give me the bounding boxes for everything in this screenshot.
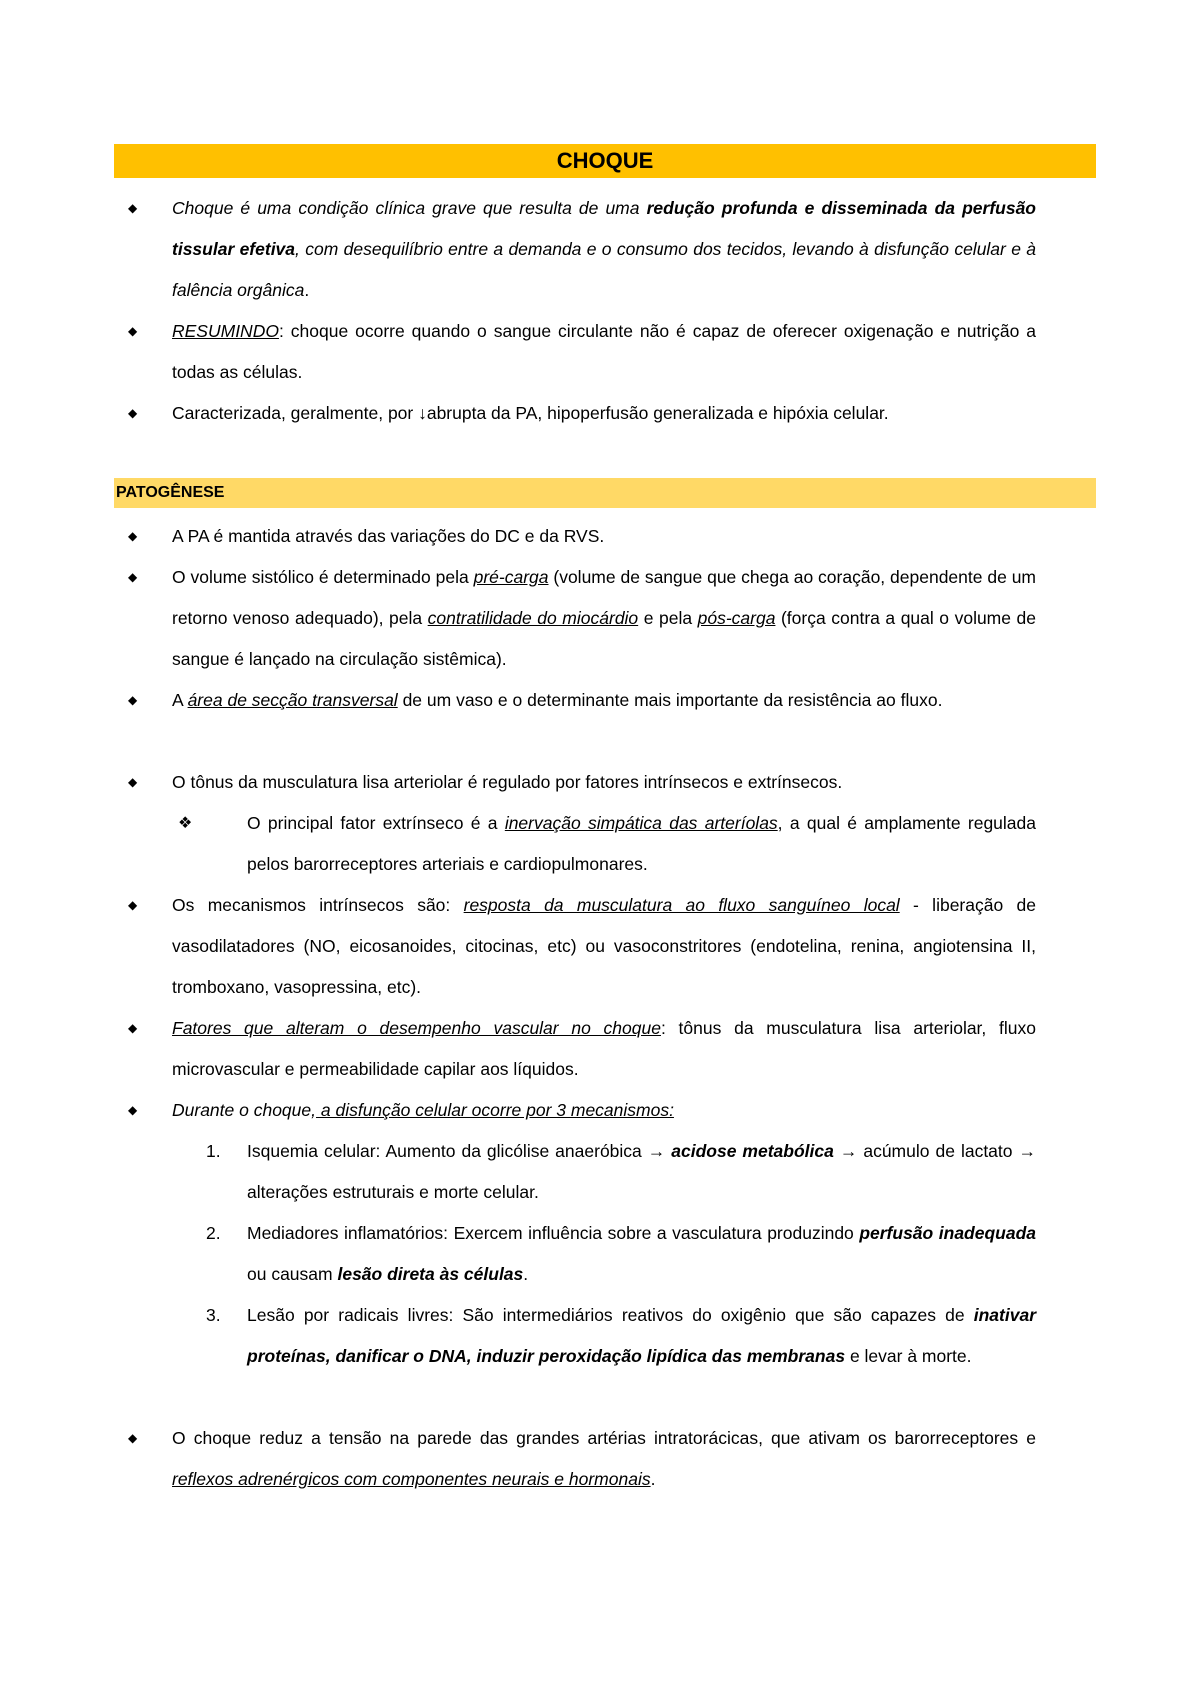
section-heading: PATOGÊNESE: [114, 478, 1096, 508]
diamond-bullet-icon: ◆: [128, 898, 138, 912]
list-item: ◆ Durante o choque, a disfunção celular ocorre por 3 mecanismos:: [136, 1090, 1036, 1131]
diamond-bullet-icon: ◆: [128, 1431, 138, 1445]
list-item: ◆ A área de secção transversal de um vaso e o determinante mais importante da resistência ao fluxo.: [136, 680, 1036, 721]
diamond-bullet-icon: ◆: [128, 529, 138, 543]
diamond-bullet-icon: ◆: [128, 1021, 138, 1035]
list-item: ◆ Os mecanismos intrínsecos são: resposta da musculatura ao fluxo sanguíneo local - liberação de vasodilatadores (NO, eicosanoides, citocinas, etc) ou vasoconstritores (endotelina, renina, angiotensina II, tromboxano, vasopressina, etc).: [136, 885, 1036, 1008]
diamond-bullet-icon: ◆: [128, 693, 138, 707]
diamond-bullet-icon: ◆: [128, 570, 138, 584]
item-number: 2.: [206, 1223, 221, 1243]
diamond-bullet-icon: ◆: [128, 406, 138, 420]
document-title: CHOQUE: [114, 144, 1096, 178]
list-item: ◆ O tônus da musculatura lisa arteriolar é regulado por fatores intrínsecos e extrínsecos.: [136, 762, 1036, 803]
list-item: ◆ Fatores que alteram o desempenho vascular no choque: tônus da musculatura lisa arteriolar, fluxo microvascular e permeabilidade capilar aos líquidos.: [136, 1008, 1036, 1090]
numbered-item: 2. Mediadores inflamatórios: Exercem influência sobre a vasculatura produzindo perfusão inadequada ou causam lesão direta às células.: [136, 1213, 1036, 1295]
numbered-item: 3. Lesão por radicais livres: São intermediários reativos do oxigênio que são capazes de inativar proteínas, danificar o DNA, induzir peroxidação lipídica das membranas e levar à morte.: [136, 1295, 1036, 1377]
list-item: ◆ O choque reduz a tensão na parede das grandes artérias intratorácicas, que ativam os barorreceptores e reflexos adrenérgicos com componentes neurais e hormonais.: [136, 1418, 1036, 1500]
diamond-bullet-icon: ◆: [128, 324, 138, 338]
sub-list-item: ❖ O principal fator extrínseco é a inervação simpática das arteríolas, a qual é amplamente regulada pelos barorreceptores arteriais e cardiopulmonares.: [136, 803, 1036, 885]
list-item: ◆ Caracterizada, geralmente, por ↓abrupta da PA, hipoperfusão generalizada e hipóxia celular.: [136, 393, 1036, 434]
item-number: 3.: [206, 1305, 221, 1325]
list-item: ◆ RESUMINDO: choque ocorre quando o sangue circulante não é capaz de oferecer oxigenação e nutrição a todas as células.: [136, 311, 1036, 393]
list-item: ◆ Choque é uma condição clínica grave que resulta de uma redução profunda e disseminada da perfusão tissular efetiva, com desequilíbrio entre a demanda e o consumo dos tecidos, levando à disfunção celular e à falência orgânica.: [136, 188, 1036, 311]
diamond-bullet-icon: ◆: [128, 1103, 138, 1117]
diamond-bullet-icon: ◆: [128, 201, 138, 215]
item-number: 1.: [206, 1141, 221, 1161]
list-item: ◆ O volume sistólico é determinado pela pré-carga (volume de sangue que chega ao coração, dependente de um retorno venoso adequado), pela contratilidade do miocárdio e pela pós-carga (força contra a qual o volume de sangue é lançado na circulação sistêmica).: [136, 557, 1036, 680]
four-diamond-bullet-icon: ❖: [178, 815, 193, 832]
numbered-item: 1. Isquemia celular: Aumento da glicólise anaeróbica → acidose metabólica → acúmulo de lactato → alterações estruturais e morte celular.: [136, 1131, 1036, 1213]
list-item: ◆ A PA é mantida através das variações do DC e da RVS.: [136, 516, 1036, 557]
diamond-bullet-icon: ◆: [128, 775, 138, 789]
